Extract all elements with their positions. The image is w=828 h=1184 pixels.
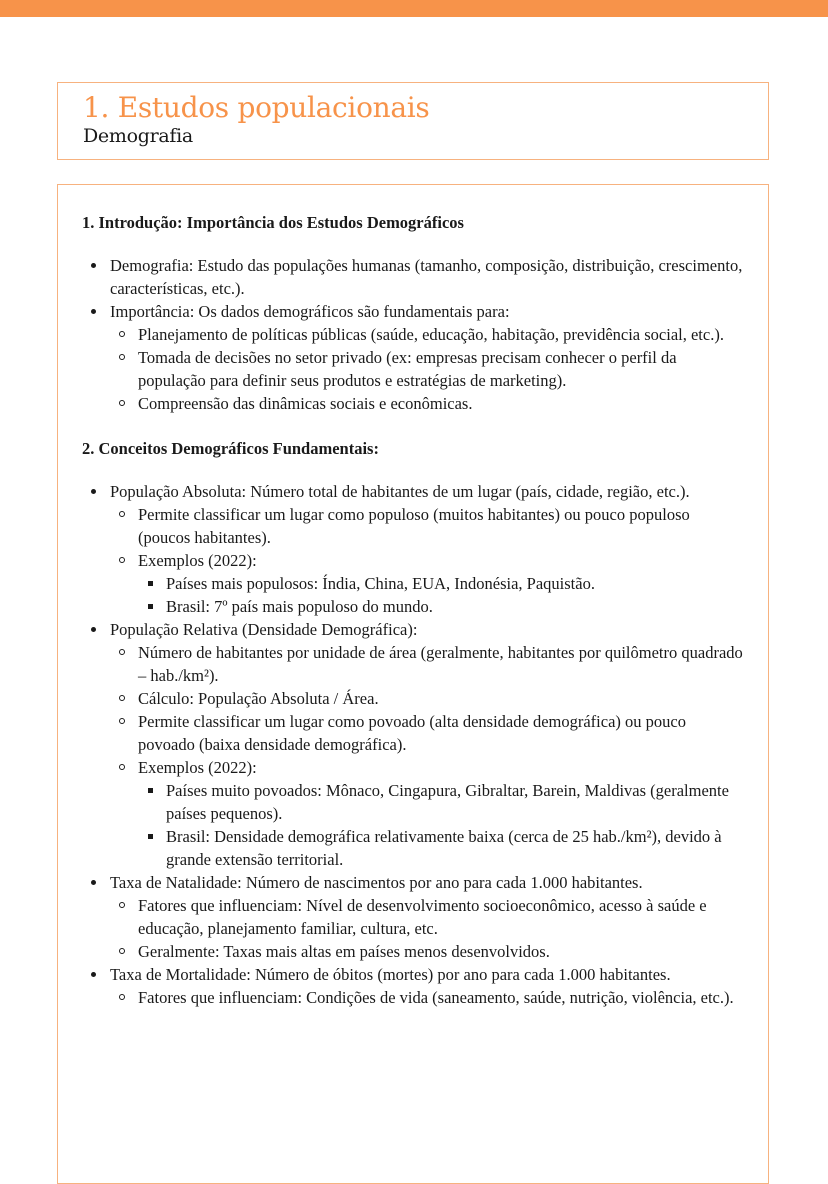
list-item: [110, 894, 744, 940]
concepts-list: [82, 480, 744, 1009]
page-title: 1. Estudos populacionais: [83, 91, 430, 124]
list-item-text: Países mais populosos: Índia, China, EUA, Indonésia, Paquistão.: [166, 574, 595, 593]
list-item: [110, 641, 744, 687]
content-box: [57, 184, 769, 1184]
list-item: [138, 572, 744, 595]
sub-list: [110, 641, 744, 871]
list-item: [82, 480, 744, 618]
sub-sub-list: [138, 779, 744, 871]
list-item: [110, 710, 744, 756]
list-item: [110, 549, 744, 618]
list-item-text: Brasil: Densidade demográfica relativamente baixa (cerca de 25 hab./km²), devido à grande extensão territorial.: [166, 827, 722, 869]
list-item: [110, 756, 744, 871]
list-item-text: Compreensão das dinâmicas sociais e econômicas.: [138, 394, 473, 413]
list-item-text: População Relativa (Densidade Demográfica):: [110, 620, 418, 639]
list-item-text: Planejamento de políticas públicas (saúde, educação, habitação, previdência social, etc.).: [138, 325, 724, 344]
list-item: [110, 986, 744, 1009]
sub-list: [110, 986, 744, 1009]
sub-sub-list: [138, 572, 744, 618]
list-item: [110, 503, 744, 549]
list-item: [82, 618, 744, 871]
list-item-text: Cálculo: População Absoluta / Área.: [138, 689, 379, 708]
list-item-text: Geralmente: Taxas mais altas em países menos desenvolvidos.: [138, 942, 550, 961]
list-item-text: Exemplos (2022):: [138, 758, 257, 777]
list-item-text: Número de habitantes por unidade de área (geralmente, habitantes por quilômetro quadrado – hab./km²).: [138, 643, 743, 685]
section-heading-conceitos: 2. Conceitos Demográficos Fundamentais:: [82, 439, 379, 458]
list-item: [138, 779, 744, 825]
list-item: [82, 254, 744, 300]
list-item: [110, 940, 744, 963]
section-heading-introducao: 1. Introdução: Importância dos Estudos Demográficos: [82, 213, 464, 232]
list-item-text: Países muito povoados: Mônaco, Cingapura, Gibraltar, Barein, Maldivas (geralmente países pequenos).: [166, 781, 729, 823]
top-accent-bar: [0, 0, 828, 17]
list-item-text: Permite classificar um lugar como povoado (alta densidade demográfica) ou pouco povoado (baixa densidade demográfica).: [138, 712, 686, 754]
list-item-text: Importância: Os dados demográficos são fundamentais para:: [110, 302, 510, 321]
list-item-text: Brasil: 7º país mais populoso do mundo.: [166, 597, 433, 616]
intro-list: [82, 254, 744, 415]
sub-list: [110, 894, 744, 963]
list-item-text: Fatores que influenciam: Condições de vida (saneamento, saúde, nutrição, violência, etc.).: [138, 988, 734, 1007]
list-item-text: Fatores que influenciam: Nível de desenvolvimento socioeconômico, acesso à saúde e educação, planejamento familiar, cultura, etc.: [138, 896, 707, 938]
list-item-text: Tomada de decisões no setor privado (ex: empresas precisam conhecer o perfil da população para definir seus produtos e estratégias de marketing).: [138, 348, 677, 390]
list-item: [110, 687, 744, 710]
list-item: [138, 595, 744, 618]
list-item: [138, 825, 744, 871]
sub-list: [110, 503, 744, 618]
list-item-text: Permite classificar um lugar como populoso (muitos habitantes) ou pouco populoso (poucos habitantes).: [138, 505, 690, 547]
list-item: [82, 300, 744, 415]
list-item: [82, 963, 744, 1009]
list-item: [110, 392, 744, 415]
page-subtitle: Demografia: [83, 125, 193, 147]
sub-list: [110, 323, 744, 415]
list-item-text: População Absoluta: Número total de habitantes de um lugar (país, cidade, região, etc.).: [110, 482, 690, 501]
list-item: [110, 323, 744, 346]
list-item-text: Exemplos (2022):: [138, 551, 257, 570]
title-box: [57, 82, 769, 160]
list-item-text: Taxa de Mortalidade: Número de óbitos (mortes) por ano para cada 1.000 habitantes.: [110, 965, 671, 984]
list-item: [110, 346, 744, 392]
list-item-text: Taxa de Natalidade: Número de nascimentos por ano para cada 1.000 habitantes.: [110, 873, 643, 892]
list-item-text: Demografia: Estudo das populações humanas (tamanho, composição, distribuição, crescimento, características, etc.).: [110, 256, 743, 298]
list-item: [82, 871, 744, 963]
